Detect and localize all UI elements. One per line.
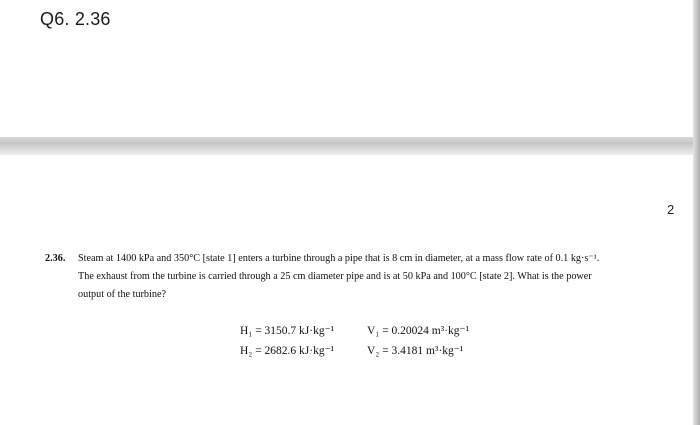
- equation-row: [240, 321, 527, 341]
- right-edge-shadow: [693, 0, 700, 425]
- problem-line: Steam at 1400 kPa and 350°C [state 1] enters a turbine through a pipe that is 8 cm in diameter, at a mass flow rate of 0.1 kg·s⁻¹.: [78, 253, 600, 264]
- problem-text: [78, 250, 675, 304]
- specific-volume-1: V₁ = 0.20024 m³·kg⁻¹: [367, 325, 470, 337]
- equation-row: [240, 341, 527, 361]
- given-values: [240, 321, 527, 361]
- specific-volume-2: V₂ = 3.4181 m³·kg⁻¹: [367, 345, 464, 357]
- problem-line: The exhaust from the turbine is carried through a 25 cm diameter pipe and is at 50 kPa and 100°C [state 2]. What is the power: [78, 271, 592, 282]
- problem-line: output of the turbine?: [78, 289, 166, 300]
- enthalpy-1: H₁ = 3150.7 kJ·kg⁻¹: [240, 325, 335, 337]
- enthalpy-2: H₂ = 2682.6 kJ·kg⁻¹: [240, 345, 335, 357]
- problem-number: 2.36.: [45, 253, 66, 264]
- problem-statement: [45, 250, 675, 304]
- page-separator: [0, 137, 700, 155]
- page-number: 2: [667, 202, 675, 217]
- question-label: Q6. 2.36: [40, 9, 111, 29]
